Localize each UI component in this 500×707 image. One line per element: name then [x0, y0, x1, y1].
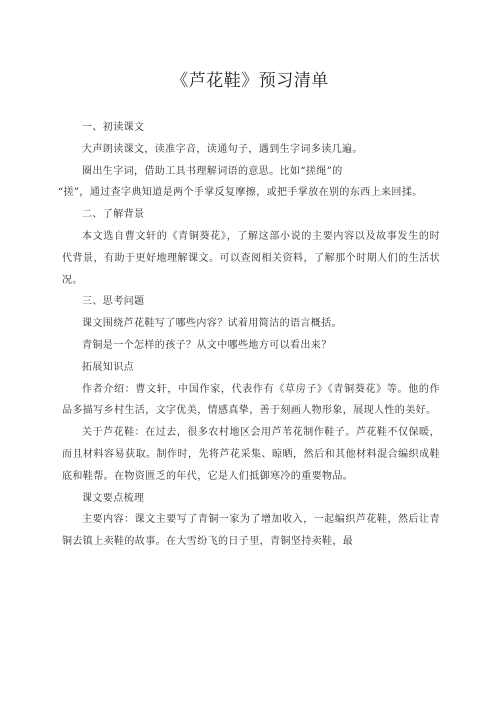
document-body	[58, 117, 440, 553]
paragraph-question-2: 青铜是一个怎样的孩子？从文中哪些地方可以看出来？	[82, 339, 332, 351]
paragraph-circle-words: 圈出生字词，借助工具书理解词语的意思。比如“搓绳”的	[82, 165, 343, 177]
paragraph-reed-shoes: 关于芦花鞋：在过去，很多农村地区会用芦苇花制作鞋子。芦花鞋不仅保暖，而且材料容易获取。制作时，先将芦花采集、晾晒，然后和其他材料混合编织成鞋底和鞋帮。在物资匮乏的年代，它是人们抵御寒冷的重要物品。	[62, 427, 440, 482]
paragraph-background: 本文选自曹文轩的《青铜葵花》，了解这部小说的主要内容以及故事发生的时代背景，有助于更好地理解课文。可以查阅相关资料，了解那个时期人们的生活状况。	[62, 230, 440, 286]
section-heading-questions: 三、思考问题	[82, 296, 145, 308]
paragraph-question-1: 课文围绕芦花鞋写了哪些内容？试着用简洁的语言概括。	[82, 318, 342, 330]
section-heading-key-points: 课文要点梳理	[82, 492, 145, 504]
section-heading-first-reading: 一、初读课文	[82, 122, 145, 133]
paragraph-author-intro: 作者介绍：曹文轩，中国作家，代表作有《草房子》《青铜葵花》等。他的作品多描写乡村生活，文字优美，情感真挚，善于刻画人物形象，展现人性的美好。	[62, 383, 440, 417]
paragraph-main-content: 主要内容：课文主要写了青铜一家为了增加收入，一起编织芦花鞋，然后让青铜去镇上卖鞋的故事。在大雪纷飞的日子里，青铜坚持卖鞋，最	[62, 514, 440, 548]
paragraph-cuo-meaning: “搓”，通过查字典知道是两个手掌反复摩擦，或把手掌放在别的东西上来回揉。	[58, 187, 423, 199]
section-heading-extension: 拓展知识点	[82, 361, 134, 373]
section-heading-background: 二、了解背景	[82, 209, 145, 221]
paragraph-read-aloud: 大声朗读课文，读准字音，读通句子，遇到生字词多读几遍。	[82, 143, 363, 155]
document-title: 《芦花鞋》预习清单	[171, 71, 329, 91]
